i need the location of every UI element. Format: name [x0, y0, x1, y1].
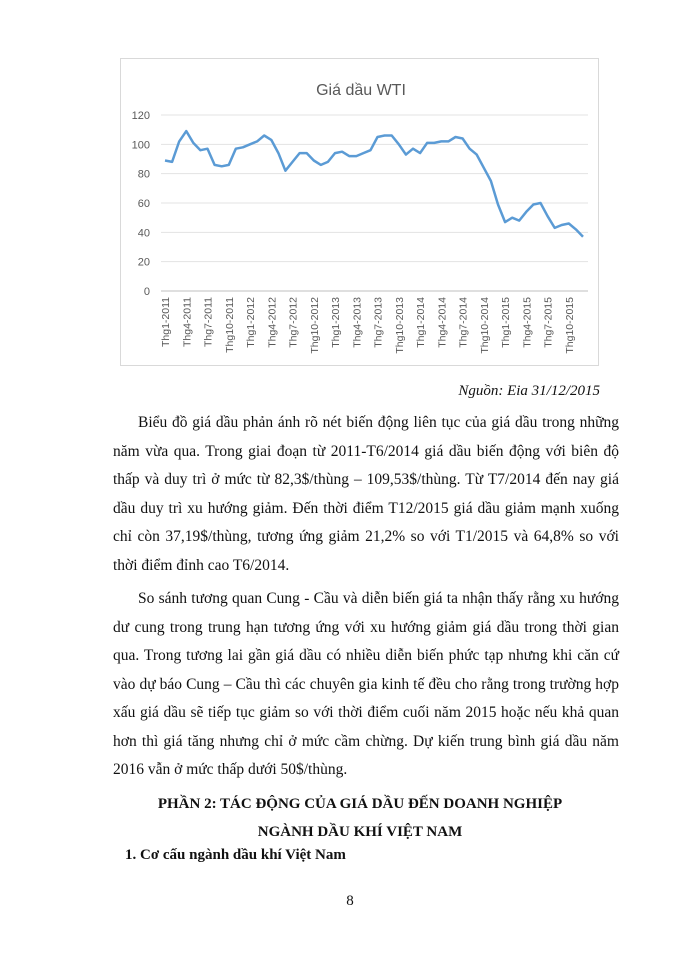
x-tick-label: Thg4-2011 [181, 297, 194, 348]
x-tick-label: Thg4-2013 [351, 297, 364, 348]
subsection-heading: 1. Cơ cấu ngành dầu khí Việt Nam [125, 847, 346, 863]
x-tick-label: Thg10-2015 [563, 297, 576, 354]
y-tick-label: 0 [143, 286, 150, 298]
x-tick-label: Thg7-2012 [287, 297, 300, 348]
section-heading-line-2: NGÀNH DẦU KHÍ VIỆT NAM [257, 824, 463, 840]
x-tick-label: Thg4-2014 [436, 297, 449, 348]
x-tick-label: Thg7-2011 [202, 297, 215, 348]
x-tick-label: Thg1-2014 [415, 297, 428, 348]
x-axis-ticks [160, 297, 576, 354]
section-heading-line-1: PHẦN 2: TÁC ĐỘNG CỦA GIÁ DẦU ĐẾN DOANH NGHIỆP [157, 796, 563, 812]
x-tick-label: Thg7-2015 [542, 297, 555, 348]
y-tick-label: 120 [131, 110, 150, 122]
x-tick-label: Thg10-2014 [478, 297, 491, 354]
x-tick-label: Thg7-2013 [372, 297, 385, 348]
y-tick-label: 60 [137, 198, 150, 210]
y-tick-label: 20 [137, 256, 150, 269]
x-tick-label: Thg1-2011 [160, 297, 172, 348]
x-tick-label: Thg4-2012 [266, 297, 279, 348]
chart-title: Giá dầu WTI [316, 82, 406, 99]
y-axis-ticks [132, 110, 150, 298]
paragraph-2: So sánh tương quan Cung - Cầu và diễn biến giá ta nhận thấy rằng xu hướng dư cung trong trung hạn tương ứng với xu hướng giảm giá dầu trong thời gian qua. Trong tương lai gần giá dầu có nhiều diễn biến phức tạp nhưng khi căn cứ vào dự báo Cung – Cầu thì các chuyên gia kinh tế đều cho rằng trong trường hợp xấu giá dầu sẽ tiếp tục giảm so với thời điểm cuối năm 2015 hoặc nếu khả quan hơn thì giá tăng nhưng chỉ ở mức cầm chừng. Dự kiến trung bình giá dầu năm 2016 vẫn ở mức thấp dưới 50$/thùng. [113, 590, 619, 778]
x-tick-label: Thg7-2014 [457, 297, 470, 348]
x-tick-label: Thg1-2013 [330, 297, 343, 348]
x-tick-label: Thg10-2011 [223, 297, 236, 353]
page-number: 8 [346, 893, 354, 909]
x-tick-label: Thg10-2013 [393, 297, 406, 354]
series-line-0 [165, 131, 583, 237]
y-tick-label: 100 [131, 139, 150, 152]
x-tick-label: Thg10-2012 [308, 297, 321, 354]
paragraph-1: Biểu đồ giá dầu phản ánh rõ nét biến động liên tục của giá dầu trong những năm vừa qua. Trong giai đoạn từ 2011-T6/2014 giá dầu biến động với biên độ thấp và duy trì ở mức từ 82,3$/thùng – 109,53$/thùng. Từ T7/2014 đến nay giá dầu duy trì xu hướng giảm. Đến thời điểm T12/2015 giá dầu giảm mạnh xuống chỉ còn 37,19$/thùng, tương ứng giảm 21,2% so với T1/2015 và 64,8% so với thời điểm đỉnh cao T6/2014. [113, 414, 619, 574]
oil-price-chart [120, 58, 599, 366]
series-layer [165, 131, 583, 237]
x-tick-label: Thg4-2015 [521, 297, 534, 348]
x-tick-label: Thg1-2012 [245, 297, 258, 348]
chart-svg [121, 59, 598, 365]
x-tick-label: Thg1-2015 [500, 297, 513, 348]
y-tick-label: 80 [137, 168, 150, 181]
source-note: Nguồn: Eia 31/12/2015 [458, 383, 600, 399]
y-tick-label: 40 [137, 227, 150, 240]
